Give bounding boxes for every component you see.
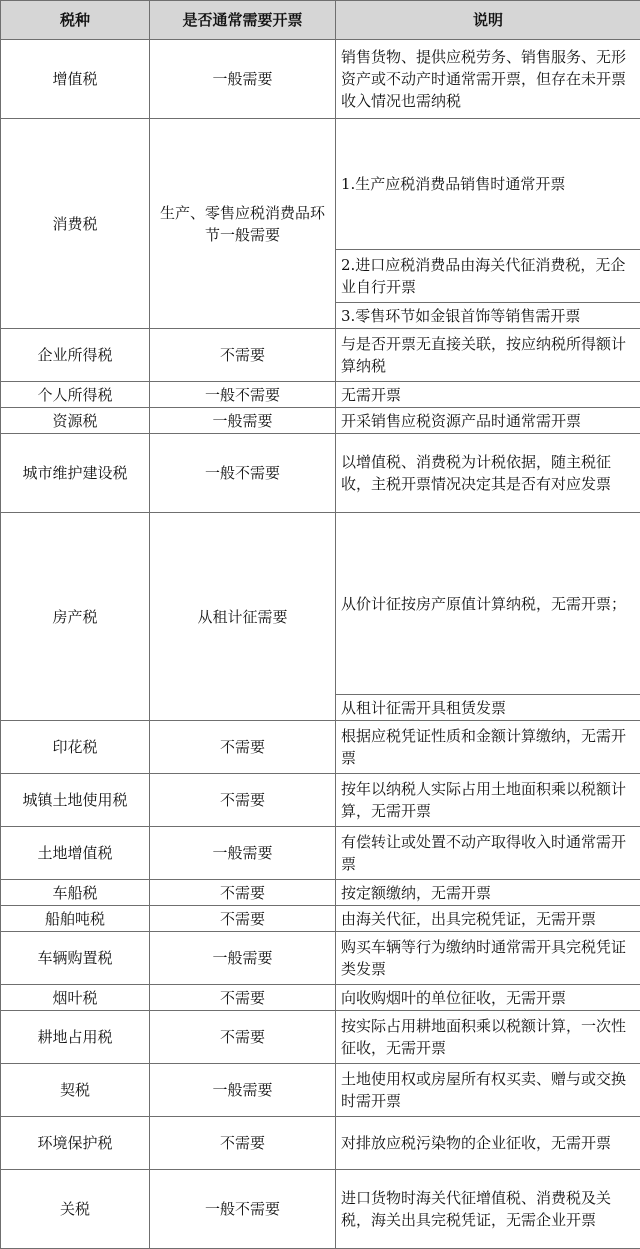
invoice-need-cell: 不需要 — [150, 329, 336, 382]
header-tax-type: 税种 — [1, 1, 150, 40]
table-row — [1, 40, 640, 119]
note-cell: 由海关代征，出具完税凭证，无需开票 — [336, 906, 640, 932]
table-row — [1, 774, 640, 827]
invoice-need-cell: 不需要 — [150, 1117, 336, 1170]
tax-name-cell: 环境保护税 — [1, 1117, 150, 1170]
note-cell: 按定额缴纳，无需开票 — [336, 880, 640, 906]
table-row — [1, 329, 640, 382]
tax-name-cell: 资源税 — [1, 408, 150, 434]
note-cell: 从租计征需开具租赁发票 — [336, 695, 640, 721]
note-cell: 销售货物、提供应税劳务、销售服务、无形资产或不动产时通常需开票，但存在未开票收入情况也需纳税 — [336, 40, 640, 119]
tax-name-cell: 消费税 — [1, 119, 150, 329]
note-cell: 根据应税凭证性质和金额计算缴纳，无需开票 — [336, 721, 640, 774]
note-cell: 按年以纳税人实际占用土地面积乘以税额计算，无需开票 — [336, 774, 640, 827]
note-cell: 有偿转让或处置不动产取得收入时通常需开票 — [336, 827, 640, 880]
tax-name-cell: 城镇土地使用税 — [1, 774, 150, 827]
tax-name-cell: 企业所得税 — [1, 329, 150, 382]
tax-name-cell: 印花税 — [1, 721, 150, 774]
invoice-need-cell: 一般不需要 — [150, 382, 336, 408]
note-cell: 1.生产应税消费品销售时通常开票 — [336, 119, 640, 250]
table-row — [1, 382, 640, 408]
note-cell: 购买车辆等行为缴纳时通常需开具完税凭证类发票 — [336, 932, 640, 985]
invoice-need-cell: 一般需要 — [150, 40, 336, 119]
invoice-need-cell: 不需要 — [150, 774, 336, 827]
table-row — [1, 932, 640, 985]
table-row — [1, 1064, 640, 1117]
table-row — [1, 827, 640, 880]
tax-name-cell: 个人所得税 — [1, 382, 150, 408]
header-description: 说明 — [336, 1, 640, 40]
note-cell: 向收购烟叶的单位征收，无需开票 — [336, 985, 640, 1011]
invoice-need-cell: 生产、零售应税消费品环节一般需要 — [150, 119, 336, 329]
tax-name-cell: 耕地占用税 — [1, 1011, 150, 1064]
table-row — [1, 880, 640, 906]
note-cell: 3.零售环节如金银首饰等销售需开票 — [336, 303, 640, 329]
invoice-need-cell: 从租计征需要 — [150, 513, 336, 721]
note-cell: 开采销售应税资源产品时通常需开票 — [336, 408, 640, 434]
note-cell: 与是否开票无直接关联，按应纳税所得额计算纳税 — [336, 329, 640, 382]
invoice-need-cell: 一般需要 — [150, 932, 336, 985]
table-row — [1, 985, 640, 1011]
tax-name-cell: 关税 — [1, 1170, 150, 1249]
table-row — [1, 119, 640, 250]
invoice-need-cell: 不需要 — [150, 985, 336, 1011]
table-row — [1, 408, 640, 434]
invoice-need-cell: 不需要 — [150, 906, 336, 932]
invoice-need-cell: 一般需要 — [150, 827, 336, 880]
tax-name-cell: 车船税 — [1, 880, 150, 906]
invoice-need-cell: 一般不需要 — [150, 1170, 336, 1249]
tax-name-cell: 土地增值税 — [1, 827, 150, 880]
note-cell: 按实际占用耕地面积乘以税额计算，一次性征收，无需开票 — [336, 1011, 640, 1064]
invoice-need-cell: 一般需要 — [150, 1064, 336, 1117]
tax-name-cell: 烟叶税 — [1, 985, 150, 1011]
note-cell: 2.进口应税消费品由海关代征消费税，无企业自行开票 — [336, 250, 640, 303]
invoice-need-cell: 不需要 — [150, 880, 336, 906]
table-row — [1, 721, 640, 774]
table-row — [1, 1117, 640, 1170]
note-cell: 土地使用权或房屋所有权买卖、赠与或交换时需开票 — [336, 1064, 640, 1117]
note-cell: 以增值税、消费税为计税依据，随主税征收，主税开票情况决定其是否有对应发票 — [336, 434, 640, 513]
note-cell: 从价计征按房产原值计算纳税，无需开票； — [336, 513, 640, 695]
tax-name-cell: 车辆购置税 — [1, 932, 150, 985]
table-row — [1, 1011, 640, 1064]
note-cell: 对排放应税污染物的企业征收，无需开票 — [336, 1117, 640, 1170]
note-cell: 进口货物时海关代征增值税、消费税及关税，海关出具完税凭证，无需企业开票 — [336, 1170, 640, 1249]
table-header-row — [1, 1, 640, 40]
tax-name-cell: 城市维护建设税 — [1, 434, 150, 513]
header-invoice-required: 是否通常需要开票 — [150, 1, 336, 40]
invoice-need-cell: 一般需要 — [150, 408, 336, 434]
note-cell: 无需开票 — [336, 382, 640, 408]
invoice-need-cell: 不需要 — [150, 721, 336, 774]
table-row — [1, 1170, 640, 1249]
table-row — [1, 434, 640, 513]
tax-name-cell: 契税 — [1, 1064, 150, 1117]
table-row — [1, 906, 640, 932]
tax-name-cell: 增值税 — [1, 40, 150, 119]
tax-name-cell: 船舶吨税 — [1, 906, 150, 932]
table-row — [1, 513, 640, 695]
invoice-need-cell: 一般不需要 — [150, 434, 336, 513]
tax-name-cell: 房产税 — [1, 513, 150, 721]
invoice-need-cell: 不需要 — [150, 1011, 336, 1064]
